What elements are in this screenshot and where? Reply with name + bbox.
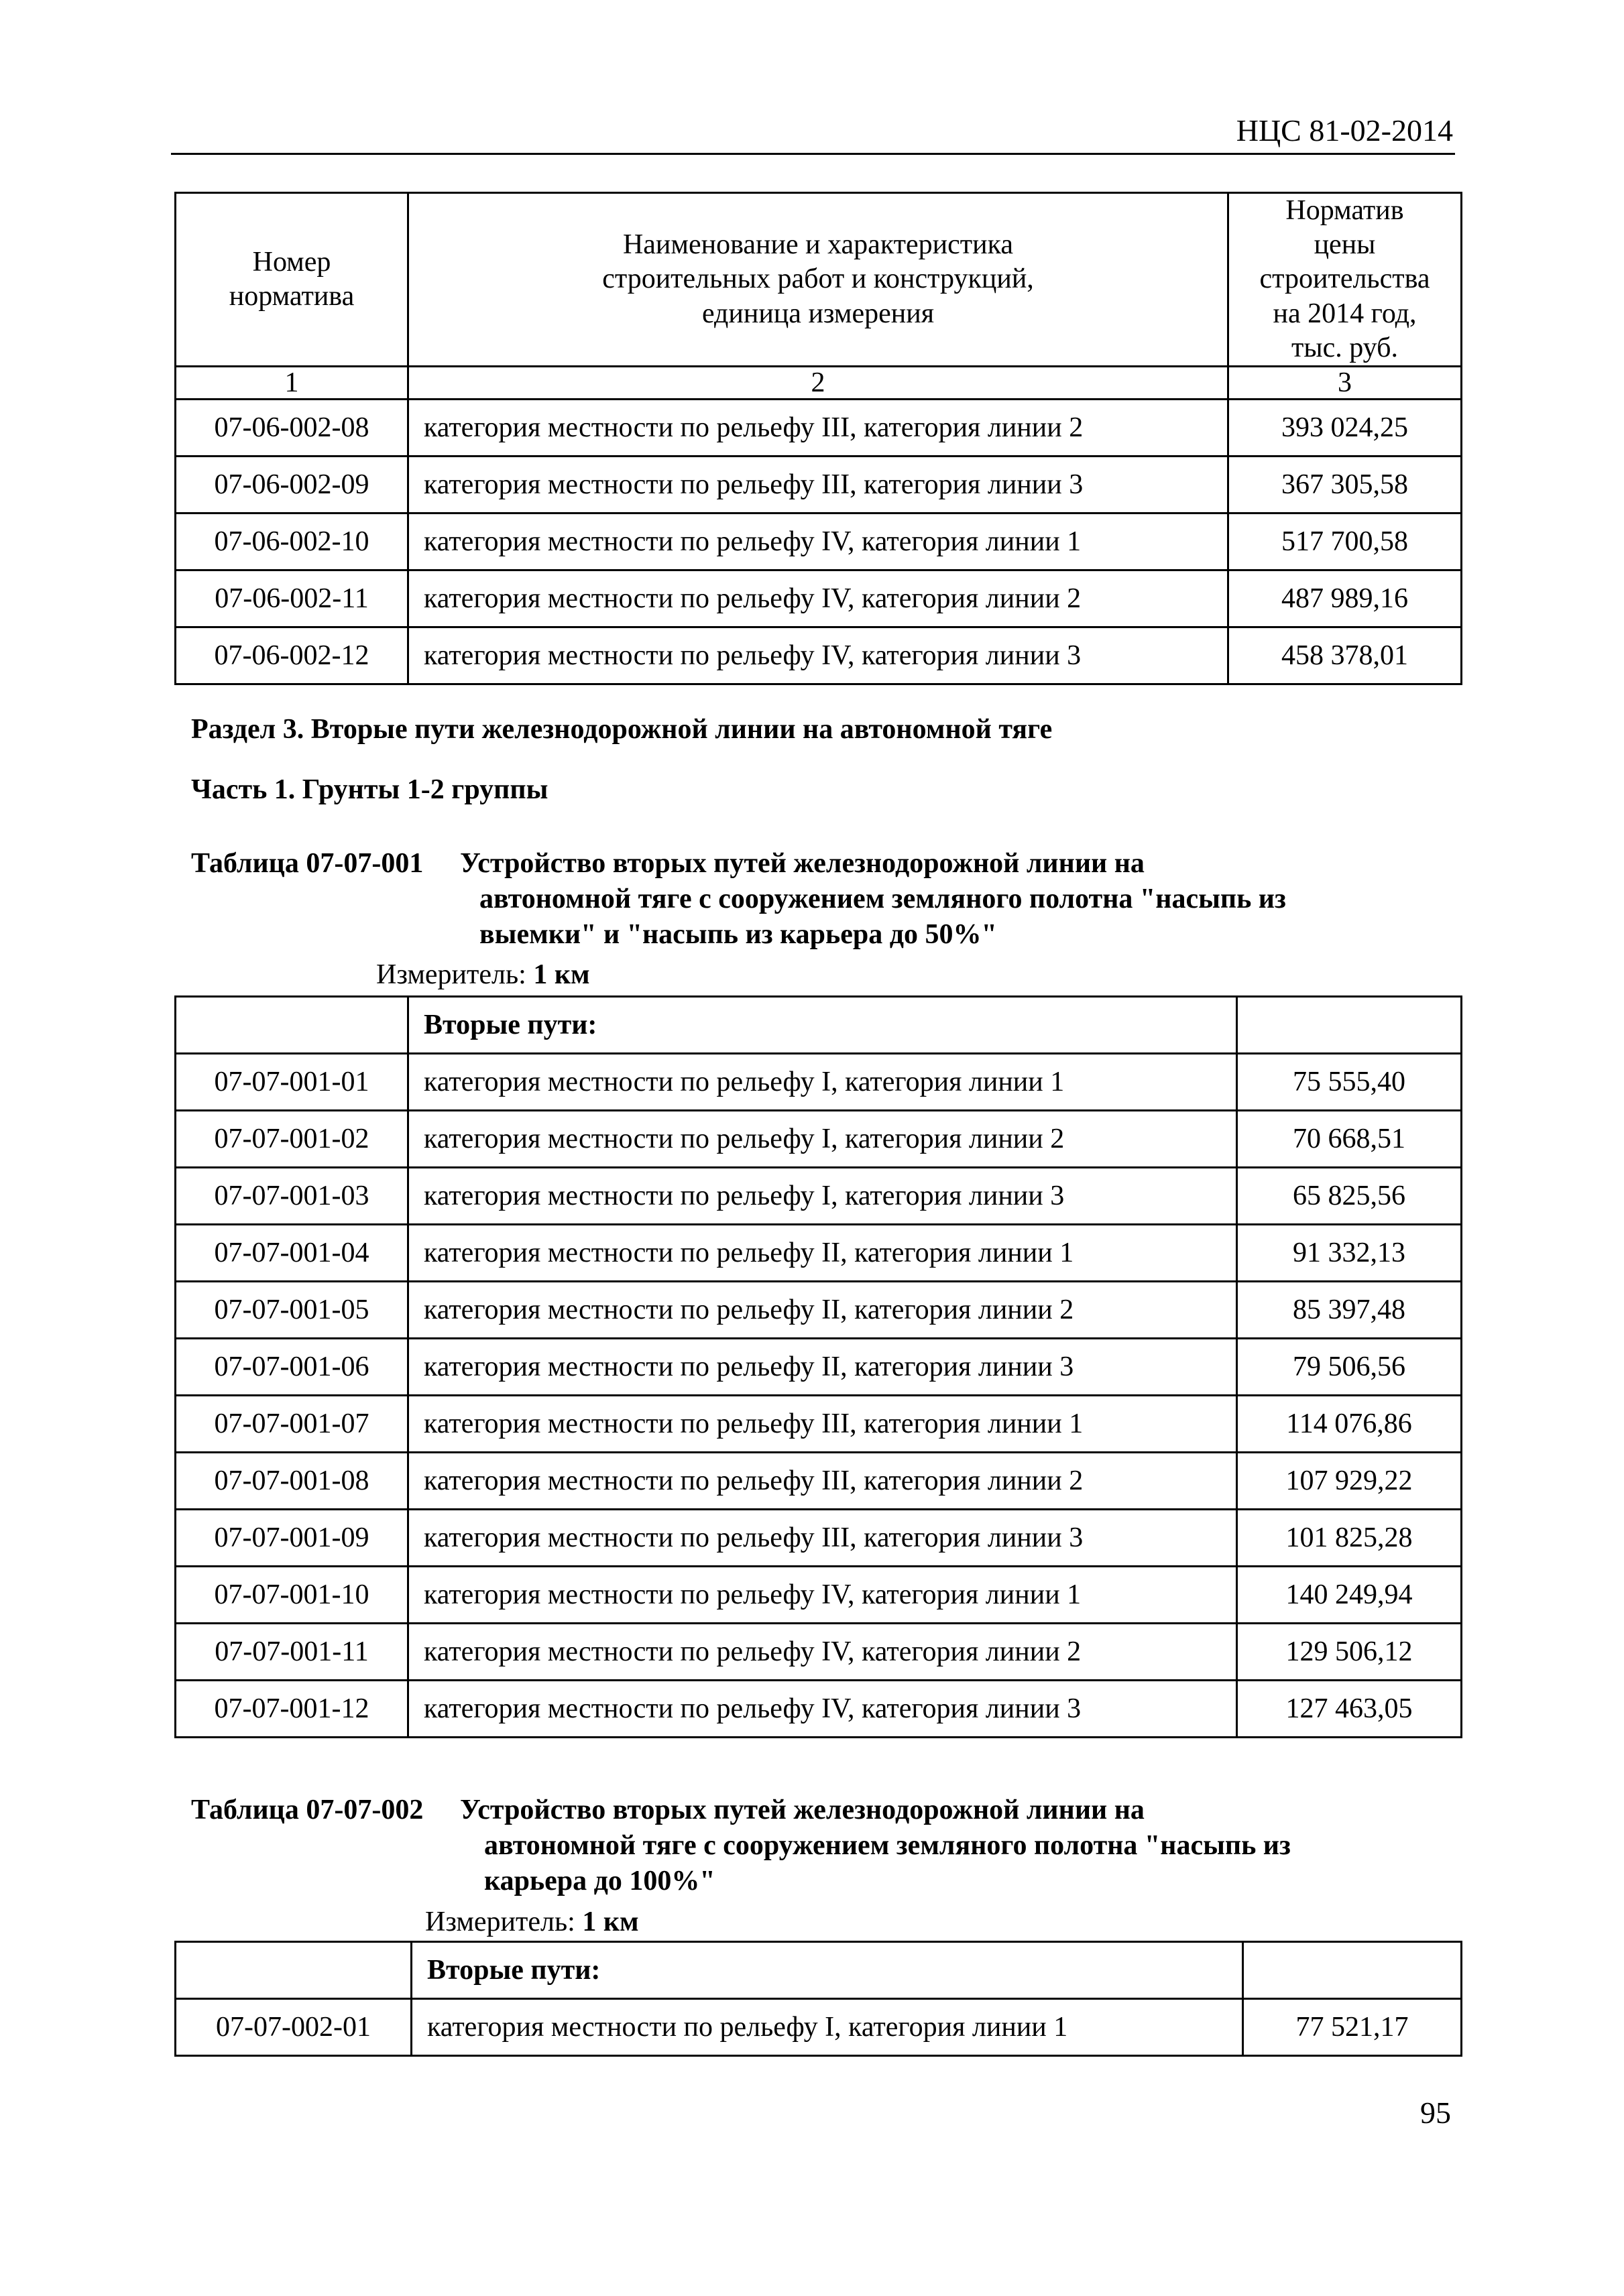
table2-caption-line: автономной тяге с сооружением земляного полотна "насыпь из [479, 884, 1286, 914]
table-row [176, 1510, 1462, 1567]
cell-code: 07-06-002-12 [176, 627, 408, 684]
cell-price: 140 249,94 [1237, 1567, 1462, 1624]
table-row [176, 400, 1462, 457]
cell-name: категория местности по рельефу IV, категория линии 3 [408, 1681, 1237, 1738]
cell-price: 393 024,25 [1228, 400, 1462, 457]
table-row [176, 1567, 1462, 1624]
table-row [176, 1339, 1462, 1396]
cell-price: 129 506,12 [1237, 1624, 1462, 1681]
cell-code: 07-07-001-02 [176, 1111, 408, 1168]
cell-name: категория местности по рельефу IV, категория линии 3 [408, 627, 1228, 684]
cell-name: категория местности по рельефу II, категория линии 2 [408, 1282, 1237, 1339]
cell-price: 91 332,13 [1237, 1225, 1462, 1282]
cell-price: 517 700,58 [1228, 513, 1462, 570]
col-number-1: 1 [176, 367, 408, 400]
cell-price: 367 305,58 [1228, 457, 1462, 513]
table3-caption-line: автономной тяге с сооружением земляного полотна "насыпь из [484, 1830, 1291, 1861]
table-07-07-001 [174, 995, 1462, 1738]
table-row [176, 570, 1462, 627]
table-row [176, 1453, 1462, 1510]
cell-name: категория местности по рельефу IV, категория линии 2 [408, 1624, 1237, 1681]
cell-code: 07-07-001-06 [176, 1339, 408, 1396]
cell-name: категория местности по рельефу I, категория линии 3 [408, 1168, 1237, 1225]
cell-name: категория местности по рельефу I, категория линии 2 [408, 1111, 1237, 1168]
col-header-price: Норматив цены строительства на 2014 год, тыс. руб. [1228, 193, 1462, 367]
cell-code: 07-07-001-03 [176, 1168, 408, 1225]
cell-name: категория местности по рельефу III, категория линии 2 [408, 1453, 1237, 1510]
cell-price: 65 825,56 [1237, 1168, 1462, 1225]
cell-price: 101 825,28 [1237, 1510, 1462, 1567]
table2-caption-label: Таблица 07-07-001 [191, 848, 424, 879]
cell-code: 07-07-001-05 [176, 1282, 408, 1339]
cell-price: 458 378,01 [1228, 627, 1462, 684]
cell-name: категория местности по рельефу II, категория линии 1 [408, 1225, 1237, 1282]
table-07-07-002 [174, 1941, 1462, 2057]
table-row [176, 1111, 1462, 1168]
cell-name: категория местности по рельефу I, категория линии 1 [412, 1999, 1243, 2056]
header-rule [171, 153, 1455, 155]
table2-caption-line: Устройство вторых путей железнодорожной линии на [460, 848, 1145, 879]
table-row [176, 1225, 1462, 1282]
table-row [176, 627, 1462, 684]
col-number-3: 3 [1228, 367, 1462, 400]
cell-code: 07-07-001-08 [176, 1453, 408, 1510]
cell-code: 07-07-001-11 [176, 1624, 408, 1681]
cell-code: 07-06-002-11 [176, 570, 408, 627]
cell-code: 07-07-001-04 [176, 1225, 408, 1282]
cell-name: категория местности по рельефу IV, категория линии 1 [408, 513, 1228, 570]
table-row [176, 1282, 1462, 1339]
cell-code: 07-06-002-10 [176, 513, 408, 570]
table-row [176, 1999, 1462, 2056]
table-row [176, 1681, 1462, 1738]
table3-unit: Измеритель: 1 км [425, 1907, 639, 1937]
cell-code: 07-06-002-09 [176, 457, 408, 513]
document-code: НЦС 81-02-2014 [1236, 113, 1453, 147]
table-row [176, 513, 1462, 570]
table-07-06-002-continued [174, 192, 1462, 685]
cell-code: 07-07-001-12 [176, 1681, 408, 1738]
table3-caption-line: Устройство вторых путей железнодорожной линии на [460, 1795, 1145, 1825]
cell-name: категория местности по рельефу III, категория линии 1 [408, 1396, 1237, 1453]
table-row [176, 1624, 1462, 1681]
cell-price: 75 555,40 [1237, 1054, 1462, 1111]
cell-price: 107 929,22 [1237, 1453, 1462, 1510]
cell-name: категория местности по рельефу III, категория линии 3 [408, 457, 1228, 513]
cell-name: категория местности по рельефу II, категория линии 3 [408, 1339, 1237, 1396]
table2-caption-line: выемки" и "насыпь из карьера до 50%" [479, 919, 997, 950]
cell-code: 07-07-001-07 [176, 1396, 408, 1453]
cell-code: 07-07-001-01 [176, 1054, 408, 1111]
col-header-name: Наименование и характеристика строительных работ и конструкций, единица измерения [408, 193, 1228, 367]
cell-price: 85 397,48 [1237, 1282, 1462, 1339]
table3-caption-label: Таблица 07-07-002 [191, 1795, 424, 1825]
cell-name: категория местности по рельефу IV, категория линии 2 [408, 570, 1228, 627]
table3-caption-line: карьера до 100%" [484, 1866, 715, 1896]
cell-code: 07-07-001-10 [176, 1567, 408, 1624]
page-number: 95 [1420, 2096, 1451, 2130]
cell-code: 07-07-002-01 [176, 1999, 412, 2056]
col-number-2: 2 [408, 367, 1228, 400]
part-title: Часть 1. Грунты 1-2 группы [191, 774, 548, 805]
cell-code: 07-06-002-08 [176, 400, 408, 457]
table2-unit: Измеритель: 1 км [376, 959, 590, 990]
section-title: Раздел 3. Вторые пути железнодорожной линии на автономной тяге [191, 714, 1053, 745]
group-label: Вторые пути: [412, 1942, 1243, 1999]
col-header-number: Номер норматива [176, 193, 408, 367]
table-row [176, 1054, 1462, 1111]
cell-price: 70 668,51 [1237, 1111, 1462, 1168]
cell-code: 07-07-001-09 [176, 1510, 408, 1567]
table-row [176, 1168, 1462, 1225]
cell-price: 79 506,56 [1237, 1339, 1462, 1396]
table-row [176, 1396, 1462, 1453]
cell-name: категория местности по рельефу IV, категория линии 1 [408, 1567, 1237, 1624]
cell-price: 487 989,16 [1228, 570, 1462, 627]
cell-price: 127 463,05 [1237, 1681, 1462, 1738]
cell-name: категория местности по рельефу I, категория линии 1 [408, 1054, 1237, 1111]
cell-price: 114 076,86 [1237, 1396, 1462, 1453]
table-row [176, 457, 1462, 513]
cell-name: категория местности по рельефу III, категория линии 2 [408, 400, 1228, 457]
cell-price: 77 521,17 [1243, 1999, 1462, 2056]
group-label: Вторые пути: [408, 997, 1237, 1054]
cell-name: категория местности по рельефу III, категория линии 3 [408, 1510, 1237, 1567]
